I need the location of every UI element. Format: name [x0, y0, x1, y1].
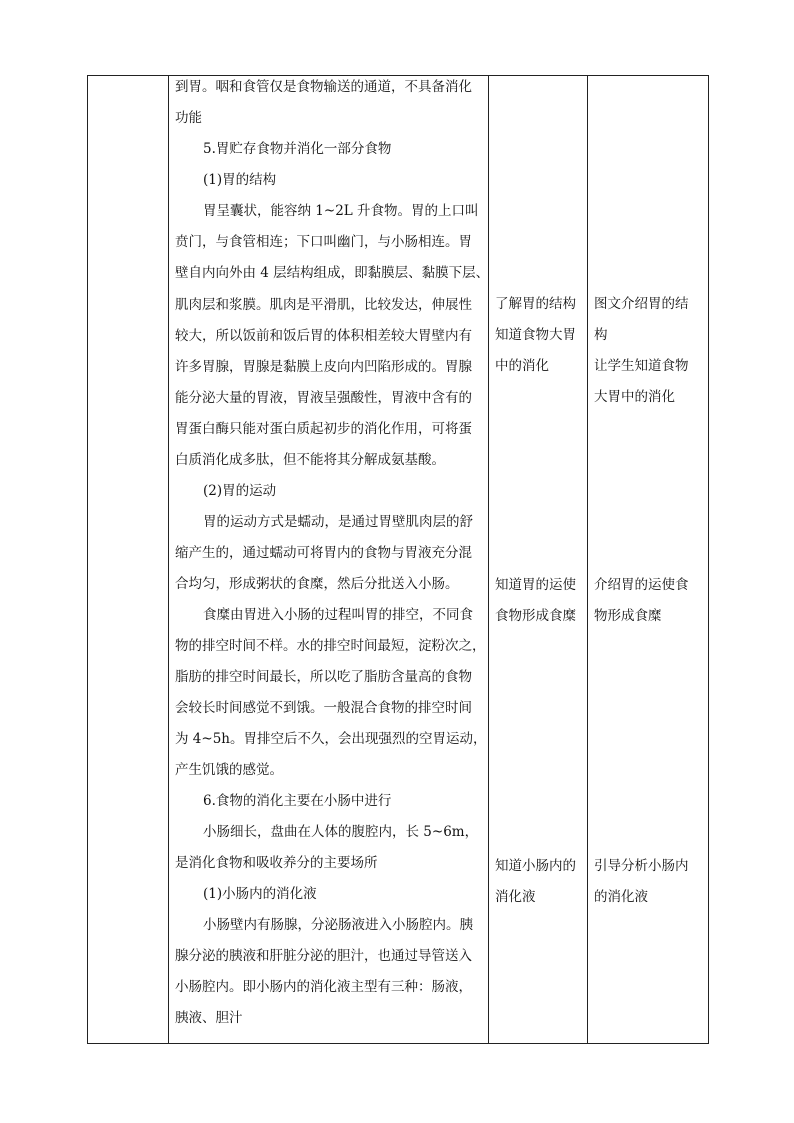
content-line: 合均匀，形成粥状的食糜，然后分批送入小肠。 — [175, 576, 459, 592]
content-line: 会较长时间感觉不到饿。一般混合食物的排空时间 — [175, 700, 472, 716]
content-line: 产生饥饿的感觉。 — [175, 762, 283, 778]
content-line: 缩产生的，通过蠕动可将胃内的食物与胃液充分混 — [175, 545, 472, 561]
activity-line: 大胃中的消化 — [594, 389, 675, 405]
learning-objectives-cell — [489, 76, 588, 1044]
content-line: 到胃。咽和食管仅是食物输送的通道，不具备消化 — [175, 79, 472, 95]
content-line: 小肠壁内有肠腺，分泌肠液进入小肠腔内。胰 — [203, 917, 473, 933]
objective-line: 知道小肠内的 — [495, 858, 576, 874]
objective-line: 知道食物大胃 — [495, 327, 576, 343]
content-line: 较大，所以饭前和饭后胃的体积相差较大胃壁内有 — [175, 328, 472, 344]
teaching-activities — [588, 76, 708, 1043]
objective-line: 知道胃的运使 — [495, 577, 576, 593]
content-line: 是消化食物和吸收养分的主要场所 — [175, 855, 378, 871]
content-line: 腺分泌的胰液和肝脏分泌的胆汁，也通过导管送入 — [175, 948, 472, 964]
blank-column-cell — [88, 76, 169, 1044]
objective-line: 中的消化 — [495, 358, 549, 374]
content-line: 胃蛋白酶只能对蛋白质起初步的消化作用，可将蛋 — [175, 421, 472, 437]
content-line: 食糜由胃进入小肠的过程叫胃的排空，不同食 — [203, 607, 473, 623]
activity-line: 构 — [594, 327, 608, 343]
content-line: 胰液、胆汁 — [175, 1010, 243, 1026]
content-line: 肌肉层和浆膜。肌肉是平滑肌，比较发达，伸展性 — [175, 297, 472, 313]
teaching-content — [169, 76, 488, 1043]
objective-line: 消化液 — [495, 889, 536, 905]
teaching-content-cell — [169, 76, 489, 1044]
lesson-plan-table — [87, 75, 709, 1044]
objective-line: 了解胃的结构 — [495, 296, 576, 312]
activity-line: 物形成食糜 — [594, 608, 662, 624]
content-line: 许多胃腺，胃腺是黏膜上皮向内凹陷形成的。胃腺 — [175, 359, 472, 375]
activity-line: 让学生知道食物 — [594, 358, 689, 374]
content-line: 物的排空时间不样。水的排空时间最短，淀粉次之， — [175, 638, 486, 654]
content-line: 脂肪的排空时间最长，所以吃了脂肪含量高的食物 — [175, 669, 472, 685]
content-line: 壁自内向外由 4 层结构组成，即黏膜层、黏膜下层、 — [175, 265, 490, 281]
content-line: 胃呈囊状，能容纳 1~2L 升食物。胃的上口叫 — [203, 203, 479, 219]
content-line: (2)胃的运动 — [203, 483, 277, 499]
content-line: 胃的运动方式是蠕动，是通过胃壁肌肉层的舒 — [203, 514, 473, 530]
activity-line: 介绍胃的运使食 — [594, 577, 689, 593]
content-line: 小肠腔内。即小肠内的消化液主型有三种：肠液， — [175, 979, 472, 995]
content-line: (1)小肠内的消化液 — [203, 886, 317, 902]
content-line: (1)胃的结构 — [203, 172, 277, 188]
content-line: 功能 — [175, 110, 202, 126]
objective-line: 食物形成食糜 — [495, 608, 576, 624]
content-line: 能分泌大量的胃液，胃液呈强酸性，胃液中含有的 — [175, 390, 472, 406]
activity-line: 引导分析小肠内 — [594, 858, 689, 874]
teaching-activities-cell — [588, 76, 709, 1044]
content-line: 5.胃贮存食物并消化一部分食物 — [203, 141, 392, 157]
content-line: 6.食物的消化主要在小肠中进行 — [203, 793, 392, 809]
learning-objectives — [489, 76, 587, 1043]
content-line: 白质消化成多肽，但不能将其分解成氨基酸。 — [175, 452, 445, 468]
content-line: 为 4~5h。胃排空后不久，会出现强烈的空胃运动， — [175, 731, 487, 747]
activity-line: 图文介绍胃的结 — [594, 296, 689, 312]
content-line: 贲门，与食管相连；下口叫幽门，与小肠相连。胃 — [175, 234, 472, 250]
activity-line: 的消化液 — [594, 889, 648, 905]
content-line: 小肠细长，盘曲在人体的腹腔内，长 5~6m， — [203, 824, 479, 840]
table-row — [88, 76, 709, 1044]
